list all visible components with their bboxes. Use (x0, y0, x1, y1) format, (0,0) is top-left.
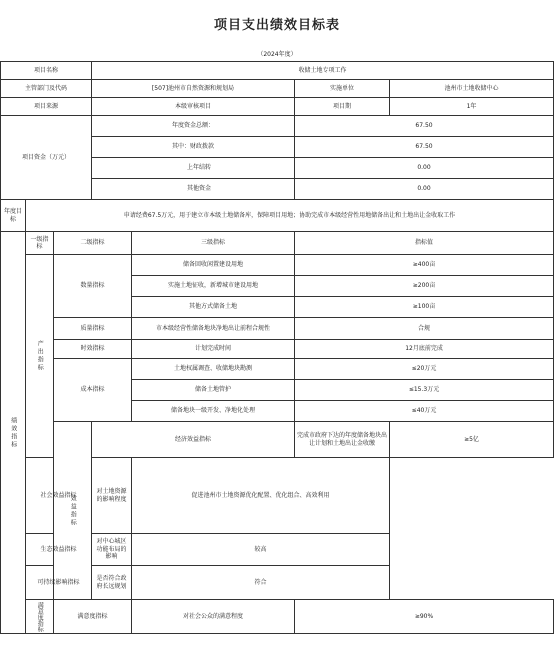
indicator-name: 其他方式储备土地 (132, 297, 295, 318)
indicator-value: 合规 (295, 318, 554, 340)
dept-label: 主管部门及代码 (1, 80, 92, 98)
indicator-name: 储备回收闲置建设用地 (132, 255, 295, 276)
funds-carryover-label: 上年结转 (92, 158, 295, 179)
performance-indicators-label: 绩效指标 (1, 232, 26, 634)
funds-label: 项目资金（万元） (1, 116, 92, 200)
indicator-name: 储备土地管护 (132, 380, 295, 401)
quantity-indicator-label: 数量指标 (54, 255, 132, 318)
source-value: 本级审核项目 (92, 98, 295, 116)
indicator-name: 土地权属调查、收储地块勘测 (132, 359, 295, 380)
project-name-value: 收储土地专项工作 (92, 62, 554, 80)
indicator-value: ≤40万元 (295, 401, 554, 422)
quality-indicator-label: 质量指标 (54, 318, 132, 340)
funds-fiscal-value: 67.50 (295, 137, 554, 158)
indicator-value: 促进池州市土地资源优化配置、优化组合、高效利用 (132, 458, 390, 534)
cost-indicator-label: 成本指标 (54, 359, 132, 422)
funds-other-label: 其他资金 (92, 179, 295, 200)
indicator-name: 实施土地征收，新增城市建设用地 (132, 276, 295, 297)
indicator-value: 较高 (132, 534, 390, 566)
indicator-value: ≤15.3万元 (295, 380, 554, 401)
indicator-name: 是否符合政府长远规划 (92, 566, 132, 600)
project-name-label: 项目名称 (1, 62, 92, 80)
indicator-name: 对土地资源的影响程度 (92, 458, 132, 534)
indicator-value: ≥100亩 (295, 297, 554, 318)
header-level1: 一级指标 (26, 232, 54, 255)
satisfaction-level2-label: 满意度指标 (54, 600, 132, 634)
indicator-value: ≤20万元 (295, 359, 554, 380)
indicator-name: 计划完成时间 (132, 340, 295, 359)
impl-label: 实施单位 (295, 80, 390, 98)
indicator-value: ≥400亩 (295, 255, 554, 276)
indicator-value: 12月底前完成 (295, 340, 554, 359)
annual-goal-text: 申请经费67.5万元，用于建立市本级土地储备库，保障项目用地；协助完成市本级经营性用地储备出让和土地出让金收取工作 (26, 200, 554, 232)
performance-goal-table (0, 61, 554, 634)
annual-goal-label: 年度目标 (1, 200, 26, 232)
economic-indicator-label: 经济效益指标 (92, 422, 295, 458)
indicator-name: 对中心城区功能布局的影响 (92, 534, 132, 566)
indicator-value: ≥90% (295, 600, 554, 634)
benefit-indicators-label: 效益指标 (54, 422, 92, 600)
satisfaction-indicators-label: 满意度指标 (26, 600, 54, 634)
output-indicators-label: 产出指标 (26, 255, 54, 458)
source-label: 项目来源 (1, 98, 92, 116)
funds-total-value: 67.50 (295, 116, 554, 137)
indicator-name: 完成市政府下达的年度储备地块出让计划和土地出让金收缴 (295, 422, 390, 458)
header-level2: 二级指标 (54, 232, 132, 255)
sustainability-indicator-label: 可持续影响指标 (26, 566, 92, 600)
funds-total-label: 年度资金总额： (92, 116, 295, 137)
social-indicator-label: 社会效益指标 (26, 458, 92, 534)
funds-fiscal-label: 其中：财政拨款 (92, 137, 295, 158)
indicator-name: 市本级经营性储备地块净地出让前程合规性 (132, 318, 295, 340)
year-subtitle: （2024年度） (257, 51, 297, 58)
period-label: 项目期 (295, 98, 390, 116)
dept-value: [507]池州市自然资源和规划局 (92, 80, 295, 98)
indicator-name: 对社会公众的满意程度 (132, 600, 295, 634)
indicator-value: ≥5亿 (390, 422, 554, 458)
timeliness-indicator-label: 时效指标 (54, 340, 132, 359)
page-title: 项目支出绩效目标表 (213, 17, 340, 33)
header-level3: 三级指标 (132, 232, 295, 255)
indicator-value: ≥200亩 (295, 276, 554, 297)
period-value: 1年 (390, 98, 554, 116)
funds-other-value: 0.00 (295, 179, 554, 200)
ecology-indicator-label: 生态效益指标 (26, 534, 92, 566)
indicator-name: 储备地块一级开发、净地化处理 (132, 401, 295, 422)
indicator-value: 符合 (132, 566, 390, 600)
funds-carryover-value: 0.00 (295, 158, 554, 179)
impl-value: 池州市土地收储中心 (390, 80, 554, 98)
header-value: 指标值 (295, 232, 554, 255)
